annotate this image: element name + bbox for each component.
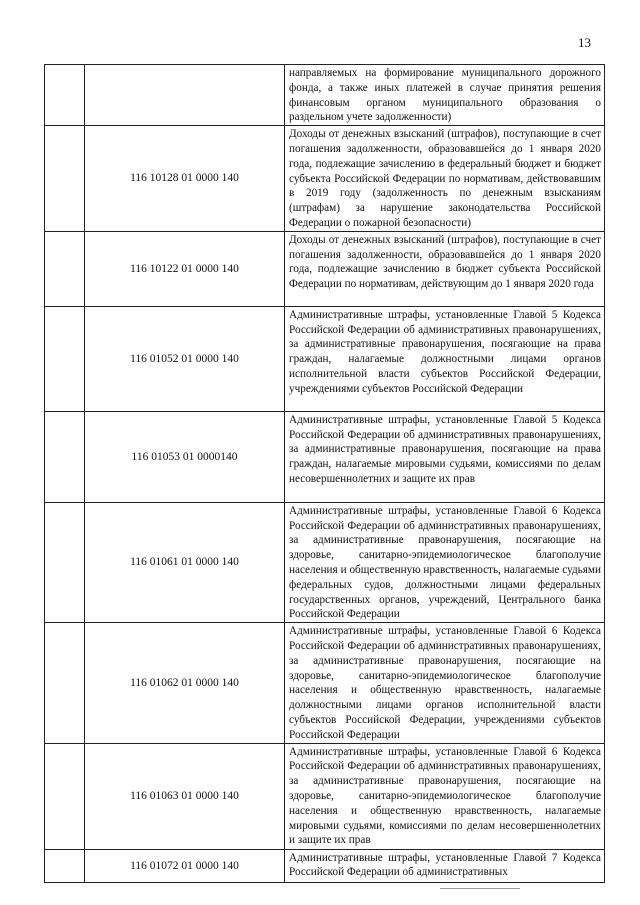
empty-cell (45, 849, 85, 882)
income-code: 116 01063 01 0000 140 (85, 743, 285, 849)
empty-cell (45, 231, 85, 306)
income-code: 116 01053 01 0000140 (85, 411, 285, 502)
empty-cell (45, 306, 85, 411)
income-code: 116 10122 01 0000 140 (85, 231, 285, 306)
table-row (45, 411, 605, 502)
empty-cell (45, 743, 85, 849)
income-code: 116 01062 01 0000 140 (85, 623, 285, 743)
income-description: направляемых на формирование муниципального дорожного фонда, а также иных платежей в случае принятия решения финансовым органом муниципального образования о раздельном учете задолженности) (285, 65, 605, 126)
income-code: 116 01052 01 0000 140 (85, 306, 285, 411)
income-code (85, 65, 285, 126)
income-description: Доходы от денежных взысканий (штрафов), поступающие в счет погашения задолженности, образовавшейся до 1 января 2020 года, подлежащие зачислению в бюджет субъекта Российской Федерации по нормативам, действующим до 1 января 2020 года (285, 231, 605, 306)
income-description: Административные штрафы, установленные Главой 6 Кодекса Российской Федерации об административных правонарушениях, за административные правонарушения, посягающие на здоровье, санитарно-эпидемиологическое благополучие населения и общественную нравственность, налагаемые мировыми судьями, комиссиями по делам несовершеннолетних и защите их прав (285, 743, 605, 849)
empty-cell (45, 411, 85, 502)
income-description: Административные штрафы, установленные Главой 6 Кодекса Российской Федерации об административных правонарушениях, за административные правонарушения, посягающие на здоровье, санитарно-эпидемиологическое благополучие населения и общественную нравственность, налагаемые должностными лицами органов исполнительной власти субъектов Российской Федерации, учреждениями субъектов Российской Федерации (285, 623, 605, 743)
budget-codes-table (44, 64, 605, 883)
income-code: 116 10128 01 0000 140 (85, 126, 285, 232)
table-row (45, 623, 605, 743)
table-row (45, 231, 605, 306)
table-row (45, 849, 605, 882)
empty-cell (45, 502, 85, 622)
income-description: Административные штрафы, установленные Главой 5 Кодекса Российской Федерации об административных правонарушениях, за административные правонарушения, посягающие на права граждан, налагаемые мировыми судьями, комиссиями по делам несовершеннолетних и защите их прав (285, 411, 605, 502)
income-code: 116 01072 01 0000 140 (85, 849, 285, 882)
income-description: Административные штрафы, установленные Главой 7 Кодекса Российской Федерации об административных (285, 849, 605, 882)
table-row (45, 502, 605, 622)
table-row (45, 126, 605, 232)
page-number: 13 (578, 35, 591, 50)
empty-cell (45, 623, 85, 743)
scan-artifact-line (440, 888, 520, 889)
empty-cell (45, 126, 85, 232)
income-description: Административные штрафы, установленные Главой 6 Кодекса Российской Федерации об административных правонарушениях, за административные правонарушения, посягающие на здоровье, санитарно-эпидемиологическое благополучие населения и общественную нравственность, налагаемые судьями федеральных судов, должностными лицами федеральных государственных органов, учреждений, Центрального банка Российской Федерации (285, 502, 605, 622)
income-code: 116 01061 01 0000 140 (85, 502, 285, 622)
table-row (45, 65, 605, 126)
table-row (45, 306, 605, 411)
income-description: Доходы от денежных взысканий (штрафов), поступающие в счет погашения задолженности, образовавшейся до 1 января 2020 года, подлежащие зачислению в федеральный бюджет и бюджет субъекта Российской Федерации по нормативам, действовавшим в 2019 году (задолженность по денежным взысканиям (штрафам) за нарушение законодательства Российской Федерации о пожарной безопасности) (285, 126, 605, 232)
empty-cell (45, 65, 85, 126)
income-description: Административные штрафы, установленные Главой 5 Кодекса Российской Федерации об административных правонарушениях, за административные правонарушения, посягающие на права граждан, налагаемые должностными лицами органов исполнительной власти субъектов Российской Федерации, учреждениями субъектов Российской Федерации (285, 306, 605, 411)
table-row (45, 743, 605, 849)
